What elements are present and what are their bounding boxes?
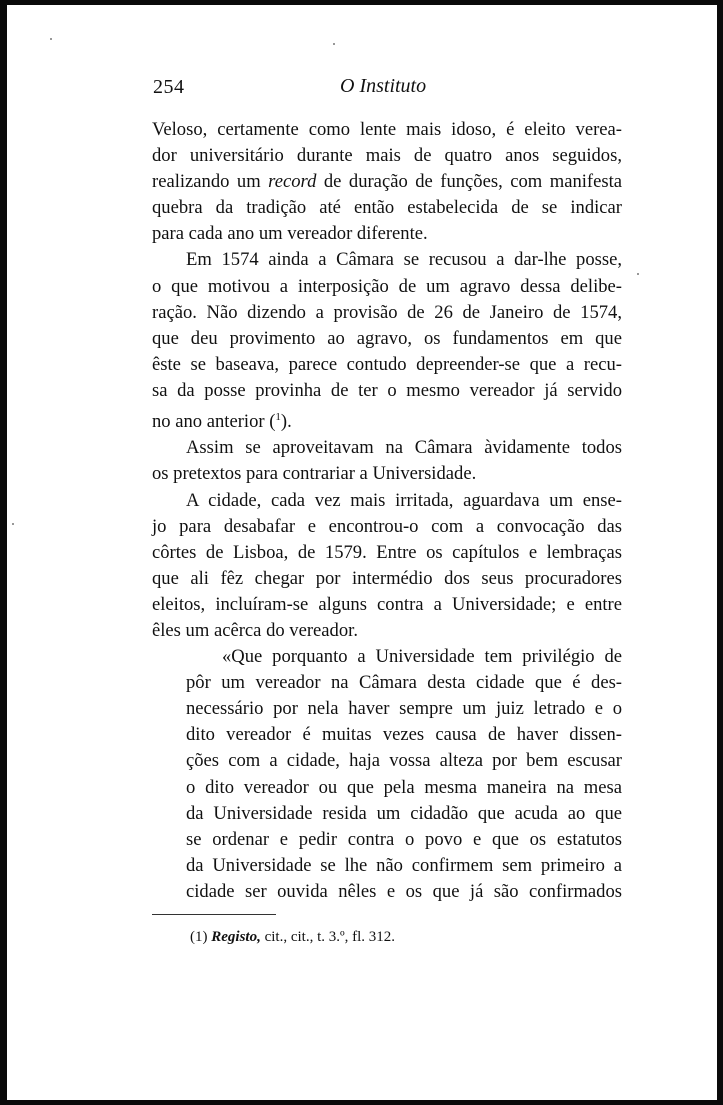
footnote-marker: (1): [190, 929, 208, 945]
text-line: da Universidade resida um cidadão que acuda ao que: [186, 802, 622, 824]
text-line: Assim se aproveitavam na Câmara àvidamente todos: [186, 437, 622, 459]
footnote: [190, 929, 395, 946]
text-line: necessário por nela haver sempre um juiz letrado e o: [186, 698, 622, 720]
text-line: realizando um record de duração de funções, com manifesta: [152, 171, 623, 193]
text-line: pôr um vereador na Câmara desta cidade que é des-: [186, 672, 622, 694]
text-line: da Universidade se lhe não confirmem sem primeiro a: [186, 854, 622, 876]
text-line: ração. Não dizendo a provisão de 26 de Janeiro de 1574,: [152, 301, 622, 323]
text-line: o que motivou a interposição de um agravo dessa delibe-: [152, 275, 622, 297]
text-line: no ano anterior ($^1$).: [152, 411, 292, 433]
footnote-citation: cit., cit., t. 3.º, fl. 312.: [260, 929, 396, 945]
text-line: para cada ano um vereador diferente.: [152, 223, 428, 245]
text-line: se ordenar e pedir contra o povo e que os estatutos: [186, 828, 622, 850]
scan-speck: [637, 273, 639, 275]
text-line: os pretextos para contrariar a Universidade.: [152, 463, 477, 485]
page-number: 254: [153, 76, 185, 98]
text-line: «Que porquanto a Universidade tem privilégio de: [222, 646, 622, 668]
text-line: êles um acêrca do vereador.: [152, 619, 358, 641]
quotation-block: [186, 644, 622, 905]
text-line: o dito vereador ou que pela mesma maneira na mesa: [186, 776, 622, 798]
scan-speck: [50, 38, 52, 40]
body-text: [152, 117, 622, 905]
text-line: êste se baseava, parece contudo depreender-se que a recu-: [152, 353, 622, 375]
text-line: Em 1574 ainda a Câmara se recusou a dar-lhe posse,: [186, 249, 622, 271]
text-line: A cidade, cada vez mais irritada, aguardava um ense-: [186, 489, 622, 511]
paragraph-2: [152, 247, 622, 435]
text-line: quebra da tradição até então estabelecida de se indicar: [152, 197, 622, 219]
text-line: sa da posse provinha de ter o mesmo vereador já servido: [152, 379, 622, 401]
scan-speck: [333, 43, 335, 45]
text-line: dito vereador é muitas vezes causa de haver dissen-: [186, 724, 622, 746]
text-line: côrtes de Lisboa, de 1579. Entre os capítulos e lembraças: [152, 541, 622, 563]
footnote-ref: 1: [275, 411, 281, 424]
footnote-divider: [152, 914, 276, 915]
footnote-title: Registo,: [211, 929, 261, 945]
paragraph-4: [152, 488, 622, 645]
text-line: Veloso, certamente como lente mais idoso, é eleito verea-: [152, 119, 622, 140]
text-line: cidade ser ouvida nêles e os que já são confirmados: [186, 880, 622, 902]
paragraph-3: [152, 435, 622, 487]
running-title: O Instituto: [340, 75, 427, 97]
text-line: eleitos, incluíram-se alguns contra a Universidade; e entre: [152, 593, 622, 615]
text-line: que deu provimento ao agravo, os fundamentos em que: [152, 327, 622, 349]
text-line: que ali fêz chegar por intermédio dos seus procuradores: [152, 567, 622, 589]
italic-term: record: [268, 171, 317, 193]
paragraph-1: [152, 117, 622, 247]
text-line: ções com a cidade, haja vossa alteza por bem escusar: [186, 750, 622, 772]
text-line: jo para desabafar e encontrou-o com a convocação das: [152, 515, 622, 537]
text-line: dor universitário durante mais de quatro anos seguidos,: [152, 145, 622, 167]
scan-speck: [12, 523, 14, 525]
